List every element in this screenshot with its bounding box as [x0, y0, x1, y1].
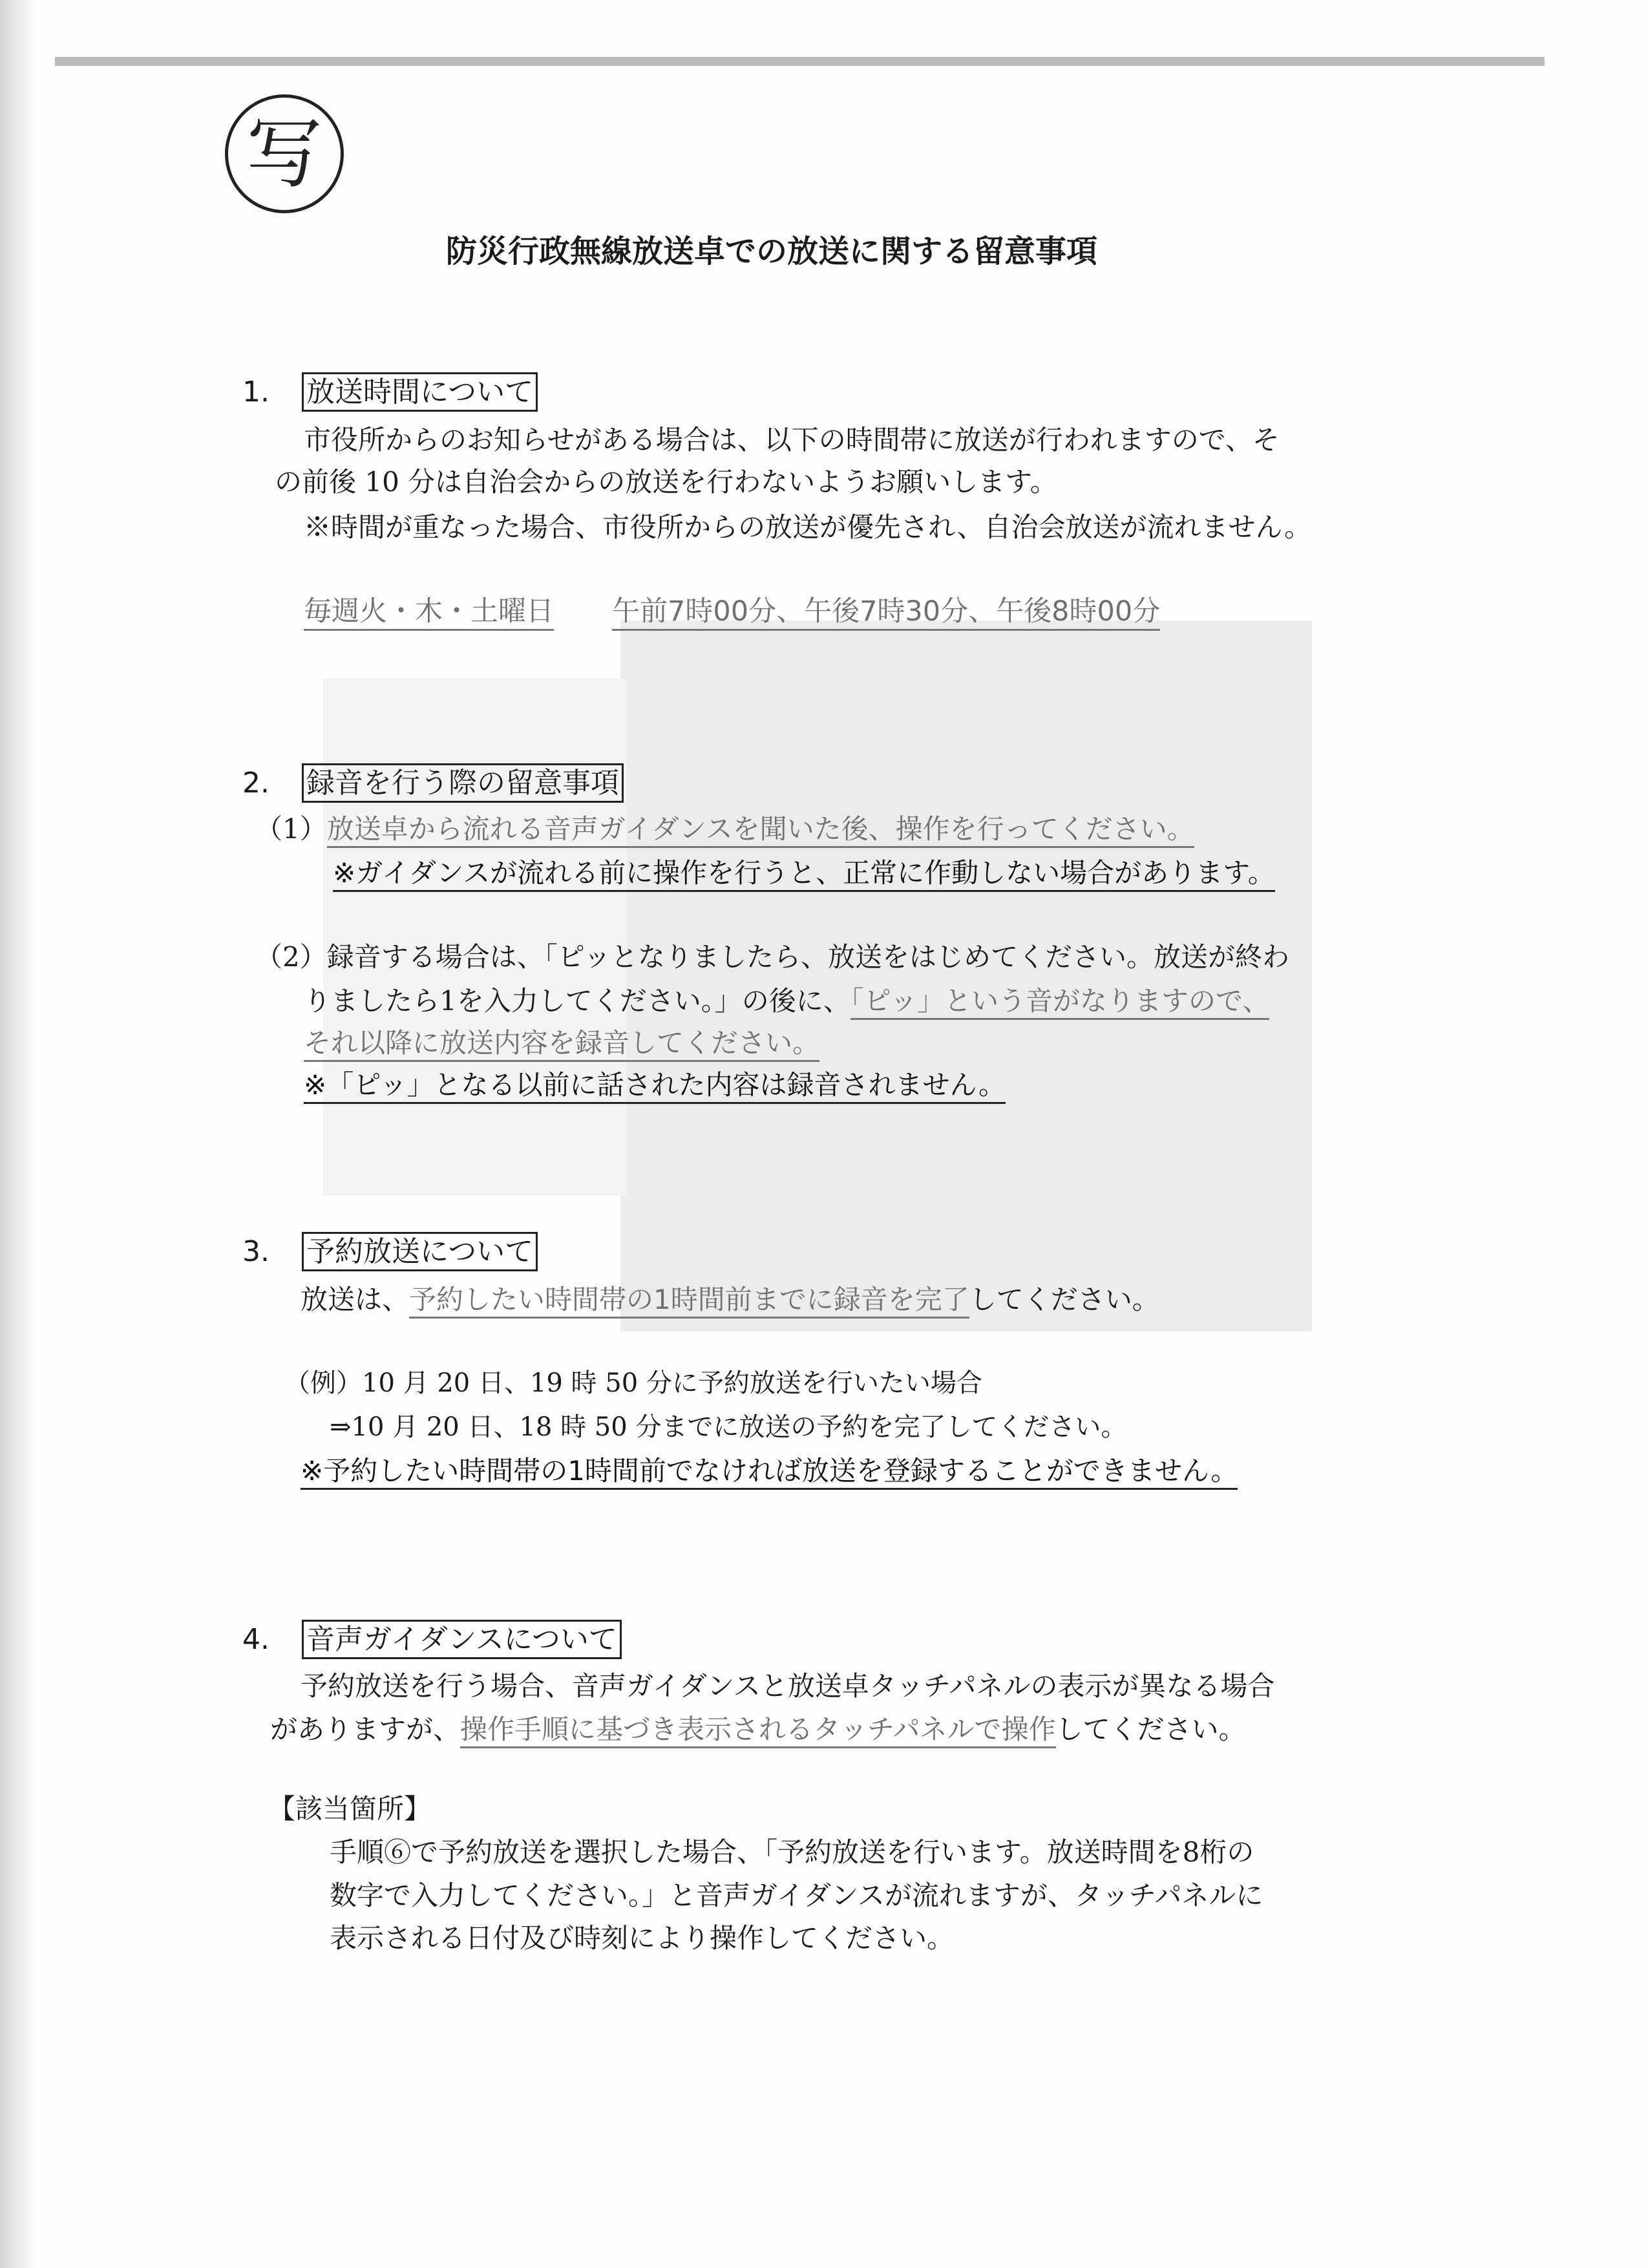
sec2-item-2-line-3: それ以降に放送内容を録音してください。: [304, 1030, 819, 1057]
page-edge: [55, 57, 1545, 66]
section-2-heading: 2. 録音を行う際の留意事項: [242, 769, 624, 798]
scan-shadow: [0, 0, 36, 2268]
section-4-heading: 4. 音声ガイダンスについて: [242, 1626, 622, 1654]
sec2-item-2-line-2: りましたら1を入力してください。」の後に、「ピッ」という音がなりますので、: [304, 988, 1269, 1015]
sec1-line-2: の前後 10 分は自治会からの放送を行わないようお願いします。: [275, 466, 1057, 498]
sec3-line-1: 放送は、予約したい時間帯の1時間前までに録音を完了してください。: [301, 1286, 1159, 1313]
sec4-subheading: 【該当箇所】: [268, 1793, 432, 1825]
sec3-example-1: （例）10 月 20 日、19 時 50 分に予約放送を行いたい場合: [284, 1368, 982, 1398]
sec2-item-2-line-1: （2）録音する場合は、「ピッとなりましたら、放送をはじめてください。放送が終わ: [255, 941, 1290, 973]
sec4-sub-line-3: 表示される日付及び時刻により操作してください。: [330, 1922, 955, 1954]
document-title: 防災行政無線放送卓での放送に関する留意事項: [446, 233, 1098, 270]
sec4-sub-line-1: 手順⑥で予約放送を選択した場合、「予約放送を行います。放送時間を8桁の: [330, 1836, 1254, 1868]
sec2-item-1-note: ※ガイダンスが流れる前に操作を行うと、正常に作動しない場合があります。: [333, 860, 1275, 887]
sec2-item-2-note: ※「ピッ」となる以前に話された内容は録音されません。: [304, 1072, 1006, 1099]
sec3-note: ※予約したい時間帯の1時間前でなければ放送を登録することができません。: [301, 1457, 1238, 1485]
sec4-line-1: 予約放送を行う場合、音声ガイダンスと放送卓タッチパネルの表示が異なる場合: [301, 1670, 1275, 1702]
copy-stamp: 写: [225, 94, 344, 213]
bleed-through-block: [620, 620, 1312, 1331]
sec3-example-2: ⇒10 月 20 日、18 時 50 分までに放送の予約を完了してください。: [330, 1412, 1127, 1442]
sec1-line-1: 市役所からのお知らせがある場合は、以下の時間帯に放送が行われますので、そ: [304, 424, 1280, 456]
broadcast-schedule: 毎週火・木・土曜日 午前7時00分、午後7時30分、午後8時00分: [304, 598, 1160, 626]
section-3-heading: 3. 予約放送について: [242, 1238, 538, 1266]
sec1-line-3: ※時間が重なった場合、市役所からの放送が優先され、自治会放送が流れません。: [304, 511, 1312, 543]
bleed-through-block: [323, 679, 627, 1196]
section-1-heading: 1. 放送時間について: [242, 378, 538, 407]
sec4-sub-line-2: 数字で入力してください。」と音声ガイダンスが流れますが、タッチパネルに: [330, 1880, 1263, 1911]
sec2-item-1: （1）放送卓から流れる音声ガイダンスを聞いた後、操作を行ってください。: [255, 816, 1194, 843]
sec4-line-2: がありますが、操作手順に基づき表示されるタッチパネルで操作してください。: [270, 1716, 1246, 1743]
